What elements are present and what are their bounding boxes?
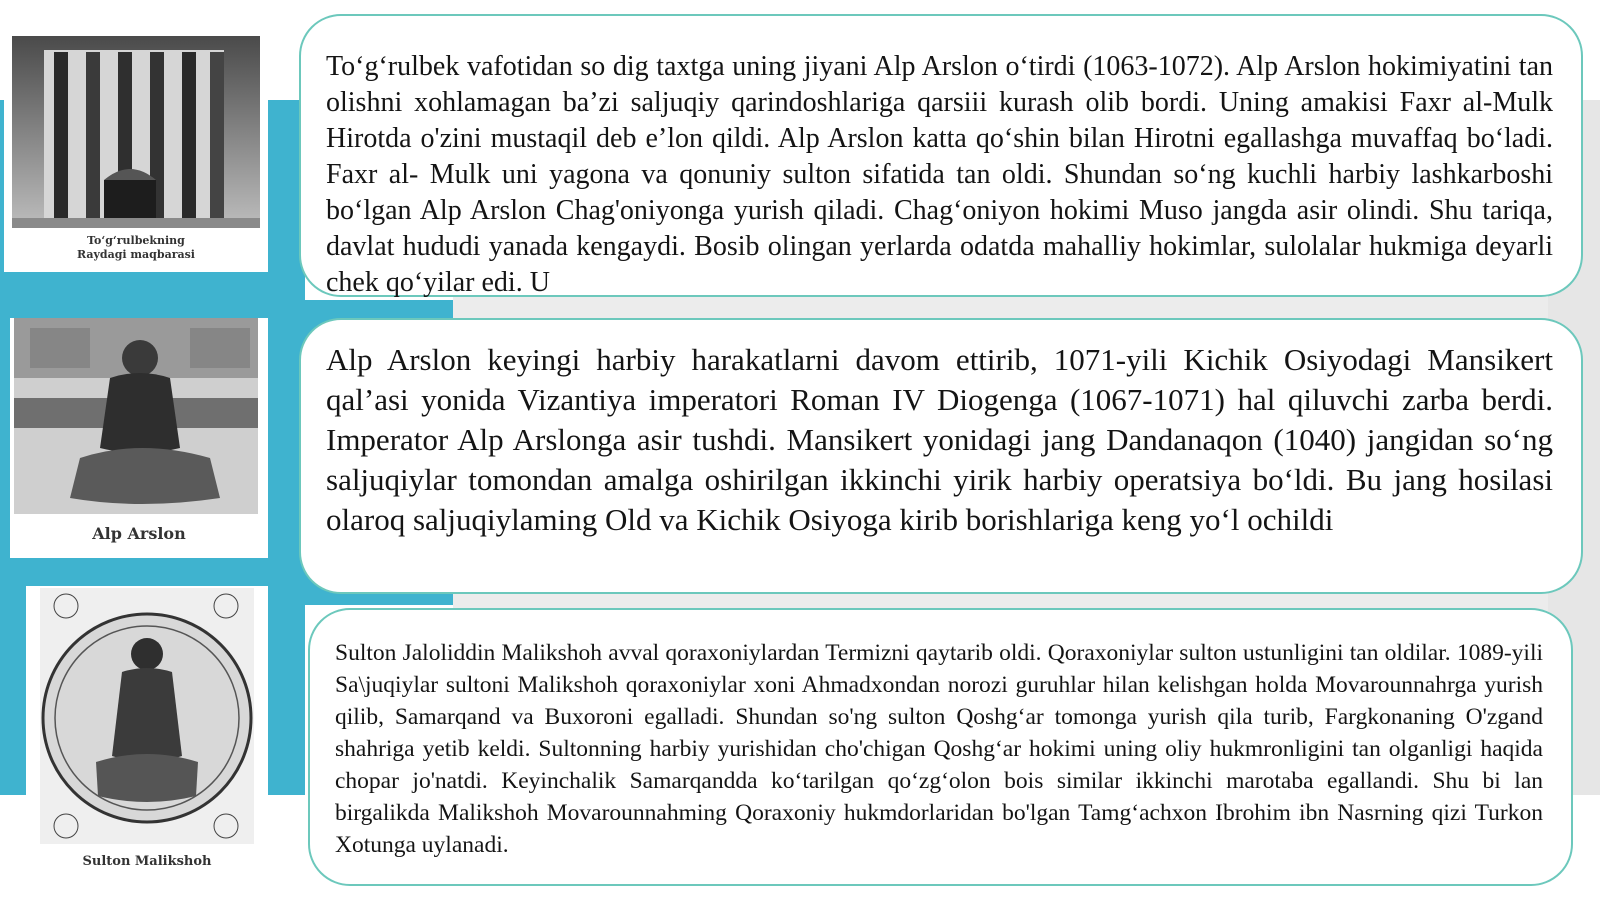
- mausoleum-image: [4, 30, 268, 230]
- alp-arslon-portrait: [10, 318, 268, 558]
- alp-arslon-caption: Alp Arslon: [92, 524, 186, 543]
- malikshoh-image: [26, 586, 268, 848]
- paragraph: To‘g‘rulbek vafotidan so dig taxtga uning jiyani Alp Arslon o‘tirdi (1063-1072). Alp Arslon hokimiyatini tan olishni xohlamagan ba’zi saljuqiy qarindoshlariga qarsiii kurash olib bordi. Uning amakisi Faxr al-Mulk Hirotda o'zini mustaqil deb e’lon qildi. Alp Arslon katta qo‘shin bilan Hirotni egallashga muvaffaq bo‘ladi. Faxr al- Mulk uni yagona va qonuniy sulton sifatida tan oldi. Shundan so‘ng kuchli harbiy lashkarboshi bo‘lgan Alp Arslon Chag'oniyonga yurish qiladi. Chag‘oniyon hokimi Muso jangda asir olindi. Shu tariqa, davlat hududi yanada kengaydi. Bosib olingan yerlarda odatda mahalliy hokimlar, sulolalar hukmiga deyarli chek qo‘yilar edi. U: [326, 51, 1553, 298]
- malikshoh-portrait: [26, 586, 268, 876]
- mausoleum-photo: [4, 30, 268, 272]
- paragraph: Alp Arslon keyingi harbiy harakatlarni davom ettirib, 1071-yili Kichik Osiyodagi Mansikert qal’asi yonida Vizantiya imperatori Roman IV Diogenga (1067-1071) hal qiluvchi zarba berdi. Imperator Alp Arslonga asir tushdi. Mansikert yonidagi jang Dandanaqon (1040) jangidan so‘ng saljuqiylar tomondan amalga oshirilgan ikkinchi yirik harbiy operatsiya bo‘ldi. Bu jang hosilasi olaroq saljuqiylaming Old va Kichik Osiyoga kirib borishlariga keng yo‘l ochildi: [326, 342, 1553, 537]
- caption-line: To‘g‘rulbekning: [87, 234, 185, 247]
- paragraph: Sulton Jaloliddin Malikshoh avval qoraxoniylardan Termizni qaytarib oldi. Qoraxoniylar sulton ustunligini tan oldilar. 1089-yili Sa\juqiylar sultoni Malikshoh qoraxoniylar xoni Ahmadxondan norozi guruhlar hilan kelishgan holda Movarounnahrga yurish qilib, Samarqand va Buxoroni egalladi. Shundan so'ng sulton Qoshg‘ar tomonga yurish qila turib, Fargkonaning O'zgand shahriga yetib keldi. Sultonning harbiy yurishidan cho'chigan Qoshg‘ar hokimi uning oliy hukmronligini tan olganligi haqida chopar jo'natdi. Keyinchalik Samarqandda ko‘tarilgan qo‘zg‘olon bois similar ikkinchi marotaba egallandi. Shu bi lan birgalikda Malikshoh Movarounnahming Qoraxoniy hukmdorlaridan bo'lgan Tamg‘achxon Ibrohim ibn Nasrning qizi Turkon Xotunga uylanadi.: [335, 640, 1543, 858]
- text-card-malikshoh: [308, 608, 1573, 886]
- text-card-alp-arslon: [299, 318, 1583, 594]
- alp-arslon-image: [10, 318, 268, 518]
- text-card-tugrulbek: [299, 14, 1583, 297]
- malikshoh-caption: Sulton Malikshoh: [82, 854, 212, 869]
- caption-line: Raydagi maqbarasi: [76, 248, 195, 261]
- mausoleum-caption: [4, 234, 268, 262]
